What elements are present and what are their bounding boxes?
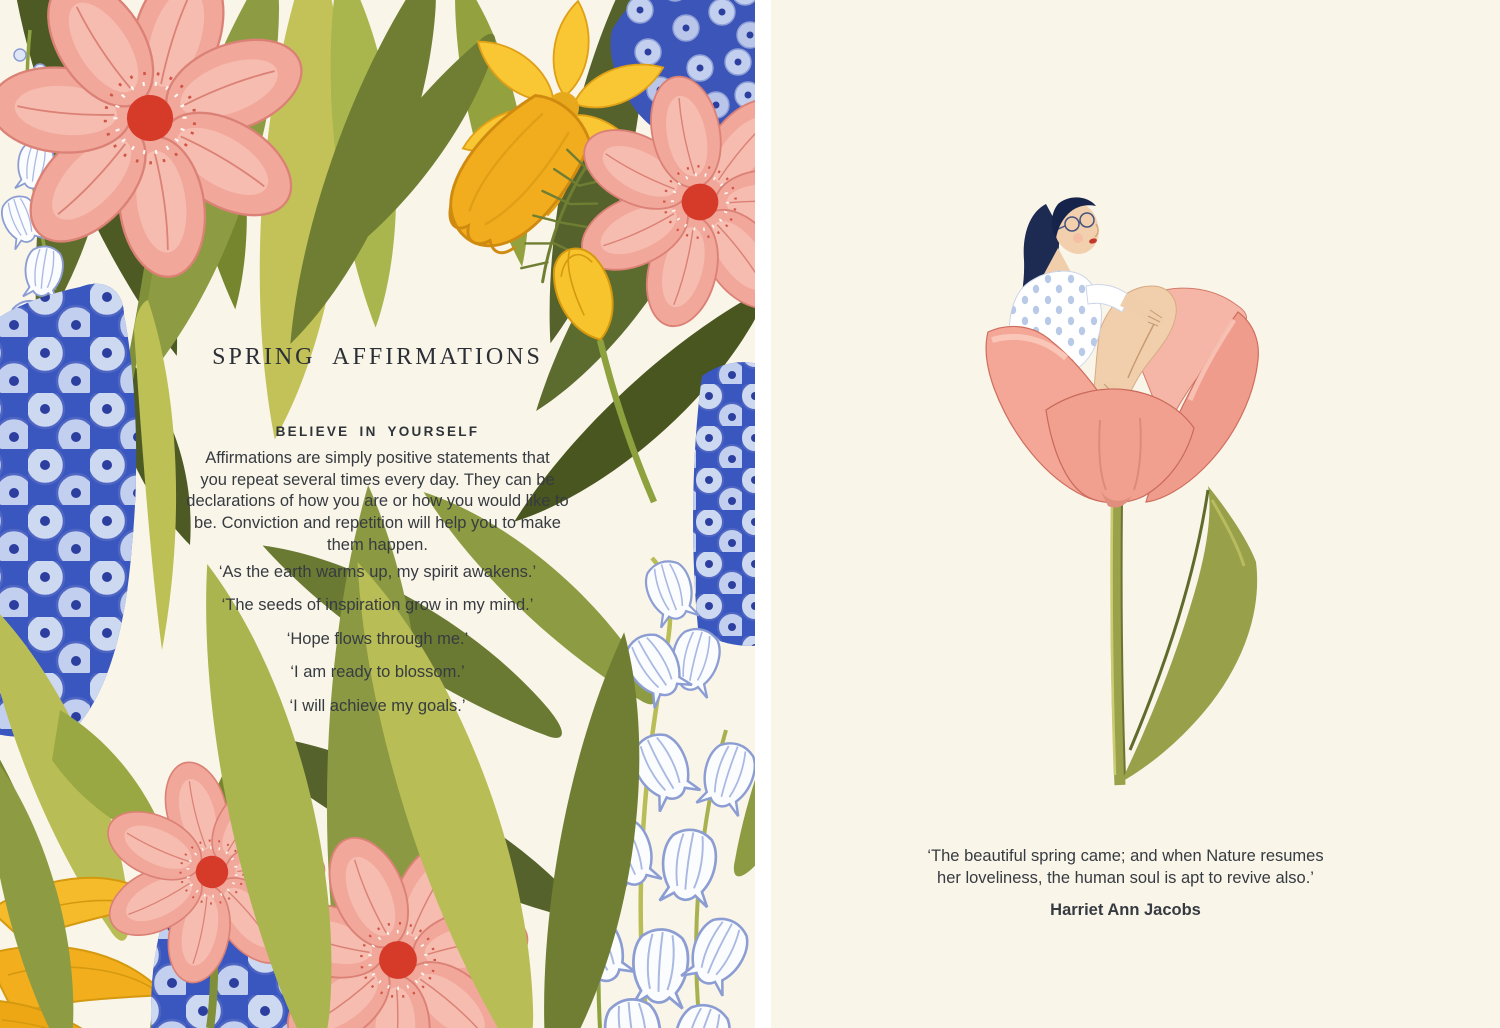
affirmation-line: ‘Hope flows through me.’ — [286, 629, 469, 648]
intro-line: declarations of how you are or how you would like to — [186, 492, 569, 511]
intro-line: Affirmations are simply positive statements that — [205, 449, 550, 467]
affirmation-line: ‘The seeds of inspiration grow in my mind.’ — [221, 596, 534, 615]
page-title: SPRING AFFIRMATIONS — [212, 344, 543, 371]
affirmation-list — [0, 562, 755, 729]
quote-text: her loveliness, the human soul is apt to revive also.’ — [937, 869, 1314, 888]
intro-line: be. Conviction and repetition will help you to make — [194, 514, 561, 533]
right-page — [771, 0, 1500, 1028]
section-heading: BELIEVE IN YOURSELF — [275, 424, 480, 440]
quote-text: ‘The beautiful spring came; and when Nature resumes — [927, 847, 1324, 865]
affirmation-line: ‘I will achieve my goals.’ — [289, 696, 466, 715]
tulip-stem — [1112, 490, 1125, 785]
intro-line: you repeat several times every day. They can be — [200, 470, 555, 489]
affirmation-line: ‘As the earth warms up, my spirit awakens.’ — [218, 563, 537, 581]
quote-block — [771, 845, 1490, 921]
affirmation-line: ‘I am ready to blossom.’ — [290, 663, 465, 682]
intro-paragraph — [0, 448, 755, 557]
tulip-leaf — [1121, 486, 1257, 782]
intro-line: them happen. — [327, 535, 428, 554]
quote-attribution: Harriet Ann Jacobs — [1050, 900, 1201, 919]
page-gutter — [755, 0, 771, 1028]
woman-in-tulip-illustration — [950, 190, 1280, 820]
